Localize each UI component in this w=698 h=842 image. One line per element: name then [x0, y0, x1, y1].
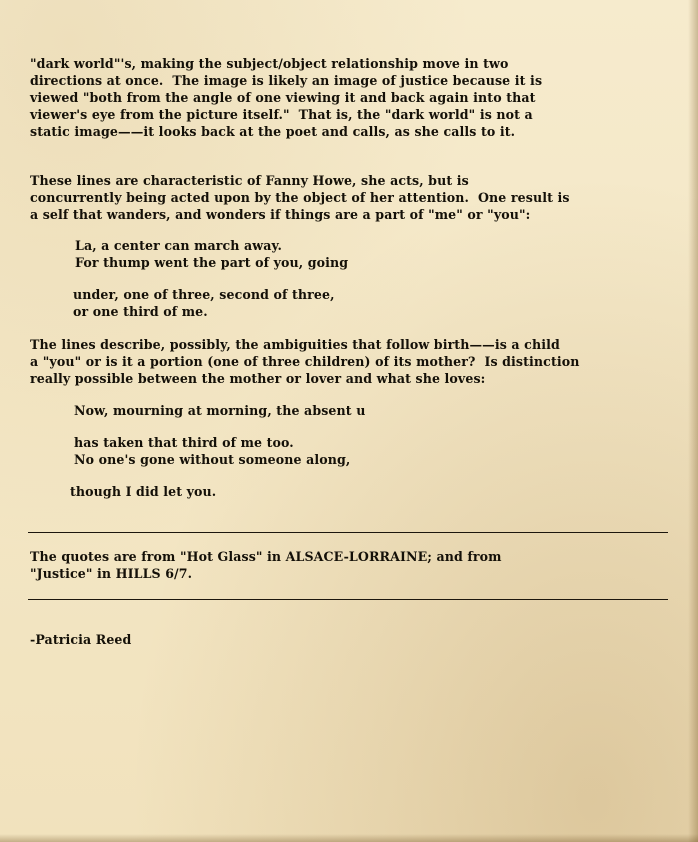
- poem-line: or one third of me.: [73, 304, 208, 319]
- poem-line: under, one of three, second of three,: [73, 287, 335, 302]
- note-line: The quotes are from "Hot Glass" in ALSACE-LORRAINE; and from: [30, 549, 502, 564]
- horizontal-rule: [28, 599, 668, 600]
- paragraph-line: concurrently being acted upon by the object of her attention. One result is: [30, 190, 570, 205]
- paragraph-line: a self that wanders, and wonders if things are a part of "me" or "you":: [30, 207, 531, 222]
- paragraph-line: static image——it looks back at the poet and calls, as she calls to it.: [30, 124, 516, 139]
- poem-line: though I did let you.: [70, 484, 217, 499]
- paragraph-line: viewed "both from the angle of one viewing it and back again into that: [30, 90, 536, 105]
- page-edge-shadow-bottom: [0, 834, 698, 842]
- poem-line: La, a center can march away.: [75, 238, 282, 253]
- poem-line: No one's gone without someone along,: [74, 452, 351, 467]
- paragraph-line: really possible between the mother or lover and what she loves:: [30, 371, 486, 386]
- paragraph-line: "dark world"'s, making the subject/object relationship move in two: [30, 56, 509, 71]
- poem-line: has taken that third of me too.: [74, 435, 294, 450]
- poem-line: Now, mourning at morning, the absent u: [74, 403, 366, 418]
- author-signature: -Patricia Reed: [30, 632, 132, 647]
- page-edge-shadow: [688, 0, 698, 842]
- paragraph-line: These lines are characteristic of Fanny Howe, she acts, but is: [30, 173, 469, 188]
- note-line: "Justice" in HILLS 6/7.: [30, 566, 193, 581]
- poem-line: For thump went the part of you, going: [75, 255, 349, 270]
- paragraph-line: a "you" or is it a portion (one of three children) of its mother? Is distinction: [30, 354, 580, 369]
- paragraph-line: The lines describe, possibly, the ambiguities that follow birth——is a child: [30, 337, 560, 352]
- paragraph-line: directions at once. The image is likely an image of justice because it is: [30, 73, 543, 88]
- horizontal-rule: [28, 532, 668, 533]
- paragraph-line: viewer's eye from the picture itself." That is, the "dark world" is not a: [30, 107, 533, 122]
